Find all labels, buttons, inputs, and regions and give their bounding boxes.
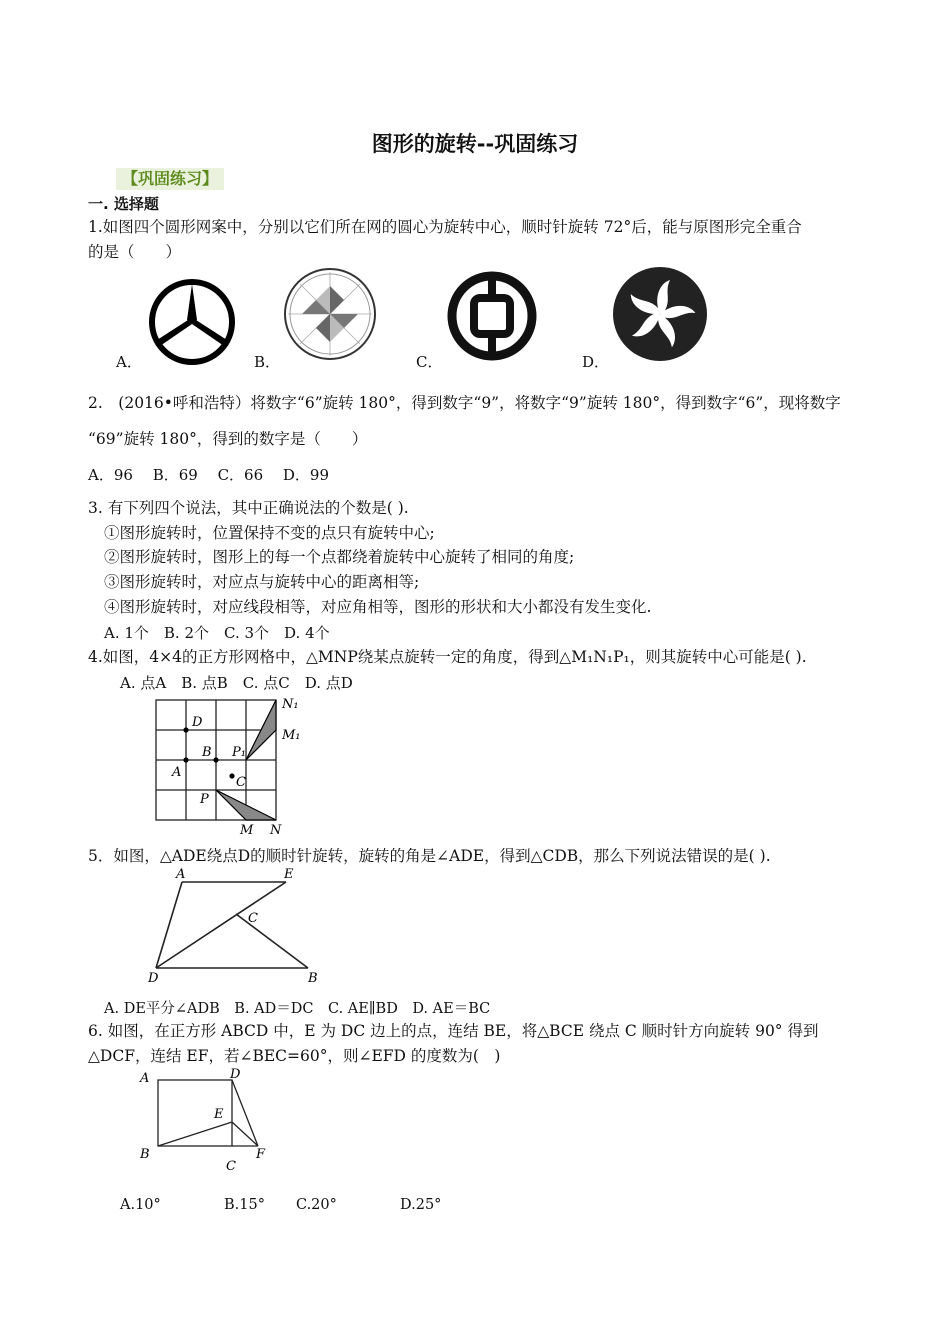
q3-item-1: ①图形旋转时，位置保持不变的点只有旋转中心; [104, 524, 435, 542]
q4-label-a: A [172, 765, 182, 780]
q5-label-e: E [284, 867, 294, 882]
q6-figure [136, 1066, 276, 1178]
q4-label-p1: P₁ [232, 745, 246, 760]
q4-label-p: P [200, 792, 209, 807]
q4-label-n: N [270, 823, 282, 838]
q4-label-m1: M₁ [282, 728, 301, 743]
q2-stem-line1: 2. (2016•呼和浩特）将数字“6”旋转 180°，得到数字“9”，将数字“9”旋转 180°，得到数字“6”，现将数字 [88, 394, 841, 412]
q6-stem-line1: 6. 如图，在正方形 ABCD 中，E 为 DC 边上的点，连结 BE，将△BCE 绕点 C 顺时针方向旋转 90° 得到 [88, 1022, 819, 1040]
q5-options: A. DE平分∠ADB B. AD＝DC C. AE∥BD D. AE＝BC [104, 1001, 491, 1017]
q6-label-e: E [214, 1107, 224, 1122]
q3-item-4: ④图形旋转时，对应线段相等，对应角相等，图形的形状和大小都没有发生变化. [104, 598, 652, 616]
q5-label-b: B [308, 971, 318, 986]
section-tag: 【巩固练习】 [116, 168, 224, 190]
q1-label-d: D． [582, 353, 610, 371]
q6-option-d: D.25° [400, 1197, 442, 1213]
q5-label-d: D [148, 971, 159, 986]
q1-label-a: A． [116, 353, 142, 371]
q2-options: A．96 B．69 C．66 D．99 [88, 466, 330, 484]
q6-label-b: B [140, 1147, 150, 1162]
q6-label-c: C [226, 1159, 236, 1174]
q3-options: A. 1个 B. 2个 C. 3个 D. 4个 [104, 624, 330, 642]
q6-label-a: A [140, 1071, 150, 1086]
q4-label-m: M [240, 823, 254, 838]
q5-figure [146, 866, 326, 990]
q6-option-a: A.10° [120, 1197, 161, 1213]
q1-figure-b [282, 266, 382, 366]
q1-label-c: C． [416, 353, 443, 371]
q5-label-a: A [176, 867, 186, 882]
q4-options: A. 点A B. 点B C. 点C D. 点D [120, 674, 353, 692]
q6-option-c: C.20° [296, 1197, 337, 1213]
q5-label-c: C [248, 911, 258, 926]
q1-figure-c [444, 270, 544, 370]
q6-stem-line2: △DCF，连结 EF，若∠BEC=60°，则∠EFD 的度数为( ) [88, 1047, 501, 1065]
section-heading: 一. 选择题 [88, 195, 159, 213]
page-title: 图形的旋转--巩固练习 [371, 132, 579, 156]
q4-label-c: C [236, 775, 246, 790]
q1-stem-line1: 1.如图四个圆形网案中，分别以它们所在网的圆心为旋转中心，顺时针旋转 72°后，能与原图形完全重合 [88, 218, 802, 236]
q4-label-b: B [202, 745, 212, 760]
q4-label-n1: N₁ [282, 697, 299, 712]
q3-stem: 3. 有下列四个说法，其中正确说法的个数是( ). [88, 499, 409, 517]
q2-stem-line2: “69”旋转 180°，得到的数字是（ ） [88, 430, 368, 448]
q4-grid-figure [152, 696, 302, 838]
q4-stem: 4.如图，4×4的正方形网格中，△MNP绕某点旋转一定的角度，得到△M₁N₁P₁，则其旋转中心可能是( ). [88, 648, 807, 666]
q5-stem: 5．如图，△ADE绕点D的顺时针旋转，旋转的角是∠ADE，得到△CDB，那么下列说法错误的是( ). [88, 847, 771, 865]
q6-label-d: D [230, 1067, 241, 1082]
q1-figure-a [148, 276, 238, 366]
q6-label-f: F [256, 1147, 266, 1162]
q3-item-2: ②图形旋转时，图形上的每一个点都绕着旋转中心旋转了相同的角度; [104, 548, 575, 566]
q1-figure-d [612, 266, 712, 366]
q3-item-3: ③图形旋转时，对应点与旋转中心的距离相等; [104, 573, 420, 591]
q6-option-b: B.15° [224, 1197, 265, 1213]
q4-label-d: D [192, 715, 203, 730]
q1-stem-line2: 的是（ ） [88, 243, 182, 261]
q1-label-b: B． [254, 353, 281, 371]
